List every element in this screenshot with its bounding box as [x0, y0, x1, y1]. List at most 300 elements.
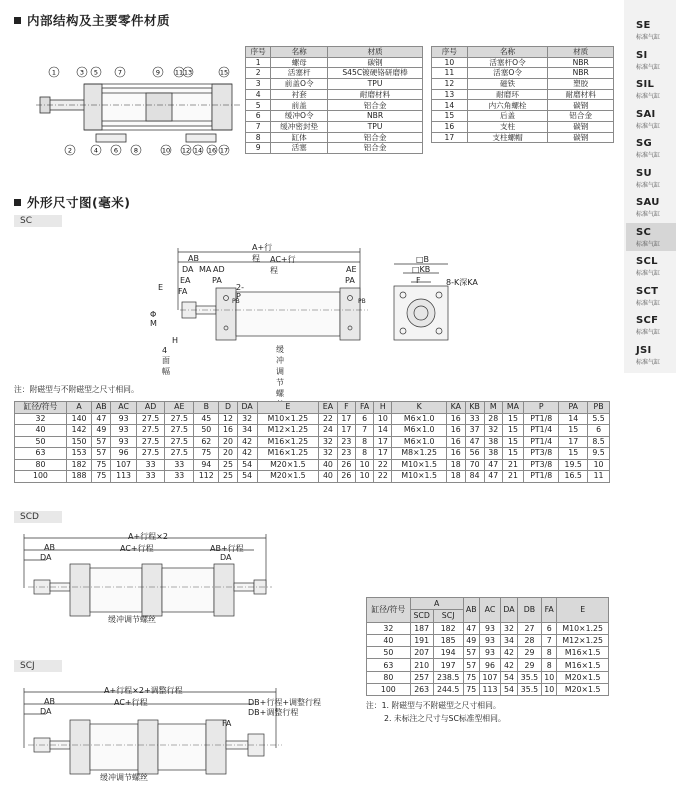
table-cell: 磁铁 — [467, 79, 548, 90]
table-cell: 耐磨材料 — [548, 89, 614, 100]
sc-label-fa: FA — [178, 287, 188, 296]
table-header-cell: H — [374, 402, 392, 414]
table-cell: 32 — [501, 622, 518, 634]
table-cell: 8 — [356, 436, 374, 448]
table-cell: 15 — [502, 436, 523, 448]
sidebar-item-sg[interactable] — [636, 138, 676, 159]
table-row — [432, 111, 614, 122]
table-cell: 支柱 — [467, 121, 548, 132]
sidebar-item-sub: 标准气缸 — [636, 152, 661, 159]
table-cell: 42 — [501, 647, 518, 659]
table-cell: 33 — [136, 471, 165, 483]
callout-number — [219, 145, 229, 155]
table-header-cell: K — [392, 402, 446, 414]
table-header-cell: AB — [92, 402, 111, 414]
table-cell: 96 — [111, 448, 136, 460]
table-cell: 29 — [517, 659, 541, 671]
table-cell: 23 — [337, 436, 355, 448]
table-row — [246, 68, 423, 79]
sidebar-item-sai[interactable] — [636, 109, 676, 130]
sidebar-item-code: SAU — [636, 197, 660, 208]
sidebar-item-jsi[interactable] — [636, 345, 676, 366]
table-cell: 80 — [15, 459, 67, 471]
table-cell: 27.5 — [165, 413, 194, 425]
table-cell: 18 — [446, 471, 465, 483]
table-cell: 32 — [367, 622, 411, 634]
table-cell: 63 — [367, 659, 411, 671]
table-header-cell: AD — [136, 402, 165, 414]
table-cell: 27.5 — [136, 413, 165, 425]
table-cell: 缓冲密封垫 — [271, 121, 328, 132]
sidebar-item-sub: 标准气缸 — [636, 270, 661, 277]
table-cell: 35.5 — [517, 671, 541, 683]
sidebar-item-sub: 标准气缸 — [636, 299, 661, 307]
callout-number — [193, 145, 203, 155]
table-cell: 238.5 — [433, 671, 463, 683]
sc-label-ae: AE — [346, 265, 357, 274]
table-cell: NBR — [548, 57, 614, 68]
table-cell: 17 — [432, 132, 468, 143]
sidebar-item-sub: 标准气缸 — [636, 63, 661, 71]
sc-label-da: DA — [182, 265, 194, 274]
sc-label-pa: PA — [212, 276, 222, 285]
table-header-cell: A — [66, 402, 91, 414]
table-row — [15, 436, 610, 448]
callout-number — [91, 67, 101, 77]
dimension-table — [14, 401, 610, 483]
table-cell: 75 — [92, 459, 111, 471]
table-cell: 32 — [484, 425, 502, 437]
table-cell: 187 — [410, 622, 433, 634]
table-cell: 17 — [374, 436, 392, 448]
table-cell: 38 — [484, 448, 502, 460]
table-cell: 257 — [410, 671, 433, 683]
tag-sc: SC — [14, 215, 62, 227]
table-cell: 15 — [502, 448, 523, 460]
sidebar-item-sct[interactable] — [636, 286, 676, 307]
svg-text:1: 1 — [51, 68, 57, 77]
table-cell: 33 — [136, 459, 165, 471]
callout-number — [181, 145, 191, 155]
scd-table — [366, 597, 609, 696]
table-cell: 碳钢 — [548, 100, 614, 111]
table-row — [15, 425, 610, 437]
table-cell: PT1/8 — [524, 471, 559, 483]
svg-text:7: 7 — [117, 68, 123, 77]
scj-label-ac: AC+行程 — [114, 698, 148, 707]
sc-label-e: E — [158, 283, 164, 292]
table-cell: 32 — [319, 448, 338, 460]
callout-number — [77, 67, 87, 77]
tag-scd: SCD — [14, 511, 62, 523]
table-cell: 32 — [237, 413, 257, 425]
table-cell: 107 — [479, 671, 500, 683]
table-cell: 153 — [66, 448, 91, 460]
table-cell: 47 — [465, 436, 484, 448]
table-cell: TPU — [328, 121, 423, 132]
sc-label-kb: □KB — [412, 265, 431, 274]
table-header-cell: 名称 — [271, 47, 328, 58]
table-cell: 32 — [319, 436, 338, 448]
sidebar-item-code: SU — [636, 167, 652, 179]
svg-text:11: 11 — [174, 68, 184, 77]
sidebar-item-sub: 标准气缸 — [636, 329, 661, 336]
table-cell: 21 — [502, 471, 523, 483]
scd-label-ab-stroke: AB+行程 — [210, 544, 244, 553]
table-cell: 前盖 — [271, 100, 328, 111]
table-cell: 47 — [484, 471, 502, 483]
table-header-cell: AE — [165, 402, 194, 414]
scd-th-ac: AC — [479, 598, 500, 623]
scd-label-a: A+行程×2 — [128, 532, 168, 541]
table-cell: 54 — [501, 671, 518, 683]
table-cell: PT1/8 — [524, 413, 559, 425]
table-cell: 37 — [465, 425, 484, 437]
table-cell: M20×1.5 — [257, 459, 318, 471]
callout-number — [49, 67, 59, 77]
table-cell: 内六角螺栓 — [467, 100, 548, 111]
table-cell: M6×1.0 — [392, 425, 446, 437]
table-cell: 185 — [433, 634, 463, 646]
table-cell: 碳钢 — [548, 121, 614, 132]
table-cell: 94 — [194, 459, 219, 471]
table-cell: PT3/8 — [524, 448, 559, 460]
sidebar-item-scf[interactable] — [636, 315, 676, 336]
sidebar-item-se[interactable] — [636, 20, 676, 41]
table-cell: 铝合金 — [328, 143, 423, 154]
table-cell: 47 — [484, 459, 502, 471]
table-cell: 27.5 — [165, 425, 194, 437]
scj-label-cushion: 缓冲调节螺丝 — [100, 773, 148, 782]
table-cell: 42 — [501, 659, 518, 671]
table-cell: 6 — [246, 111, 271, 122]
table-cell: 13 — [432, 89, 468, 100]
scj-label-a: A+行程×2+调整行程 — [104, 686, 183, 695]
table-cell: 54 — [237, 471, 257, 483]
sc-label-ac: AC+行程 — [270, 255, 296, 275]
table-cell: M16×1.5 — [557, 659, 609, 671]
table-cell: 47 — [463, 622, 479, 634]
scd-th-scd: SCD — [410, 610, 433, 622]
table-cell: 1 — [246, 57, 271, 68]
table-cell: 194 — [433, 647, 463, 659]
table-cell: 15 — [432, 111, 468, 122]
sidebar-item-scl[interactable] — [636, 256, 676, 277]
table-cell: 75 — [92, 471, 111, 483]
table-cell: 40 — [15, 425, 67, 437]
svg-text:3: 3 — [79, 68, 85, 77]
table-cell: 70 — [465, 459, 484, 471]
table-header-cell: 材质 — [328, 47, 423, 58]
table-header-cell: F — [337, 402, 355, 414]
table-cell: 缓冲O令 — [271, 111, 328, 122]
table-row — [367, 634, 609, 646]
table-cell: 16 — [219, 425, 237, 437]
svg-text:6: 6 — [113, 146, 119, 155]
table-row — [15, 459, 610, 471]
table-cell: 27 — [517, 622, 541, 634]
sidebar-item-sil[interactable] — [636, 79, 676, 100]
table-cell: 100 — [15, 471, 67, 483]
table-cell: M6×1.0 — [392, 413, 446, 425]
table-cell: 32 — [15, 413, 67, 425]
sidebar-item-sub: 标准气缸 — [636, 93, 661, 100]
table-cell: 铝合金 — [328, 132, 423, 143]
table-row — [246, 89, 423, 100]
scd-label-da2: DA — [220, 553, 232, 562]
sc-label-phim: Φ M — [150, 310, 157, 328]
sidebar-item-code: SCF — [636, 315, 659, 326]
sidebar-item-sub: 标准气缸 — [636, 34, 661, 41]
table-cell: 40 — [367, 634, 411, 646]
table-cell: 10 — [356, 471, 374, 483]
table-cell: NBR — [328, 111, 423, 122]
table-row — [246, 121, 423, 132]
sc-note: 注：附磁型与不附磁型之尺寸相同。 — [14, 385, 139, 394]
table-cell: 活塞O令 — [467, 68, 548, 79]
scd-note-1: 注：1. 附磁型与不附磁型之尺寸相同。 — [366, 701, 501, 710]
sc-label-pb2: PB — [358, 298, 366, 305]
table-header-cell: P — [524, 402, 559, 414]
table-cell: 93 — [111, 436, 136, 448]
table-header-cell: PB — [588, 402, 610, 414]
table-cell: M10×1.5 — [392, 471, 446, 483]
table-cell: PT1/4 — [524, 425, 559, 437]
table-cell: 10 — [356, 459, 374, 471]
sidebar-item-sub: 标准气缸 — [636, 358, 661, 366]
table-cell: 29 — [517, 647, 541, 659]
table-row — [367, 671, 609, 683]
callout-number — [111, 145, 121, 155]
table-cell: 螺母 — [271, 57, 328, 68]
table-row — [432, 57, 614, 68]
sc-label-four-flats: 4面幅 — [162, 346, 170, 376]
table-cell: 4 — [246, 89, 271, 100]
scd-label-da: DA — [40, 553, 52, 562]
table-cell: 10 — [542, 671, 557, 683]
table-cell: 26 — [337, 459, 355, 471]
table-cell: 210 — [410, 659, 433, 671]
table-cell: 11 — [588, 471, 610, 483]
sidebar-item-sc[interactable] — [626, 223, 676, 251]
table-cell: 16 — [446, 448, 465, 460]
table-cell: 42 — [237, 436, 257, 448]
table-cell: 铝合金 — [548, 111, 614, 122]
parts-table-right — [431, 46, 614, 143]
sidebar-item-code: SCT — [636, 285, 659, 297]
scj-label-da: DA — [40, 707, 52, 716]
table-cell: 93 — [479, 634, 500, 646]
svg-text:15: 15 — [219, 68, 229, 77]
scd-th-scj: SCJ — [433, 610, 463, 622]
table-cell: 3 — [246, 79, 271, 90]
table-cell: 40 — [319, 459, 338, 471]
scd-th-da: DA — [501, 598, 518, 623]
table-header-cell: 序号 — [432, 47, 468, 58]
table-row — [246, 79, 423, 90]
table-cell: 17 — [337, 425, 355, 437]
table-row — [15, 471, 610, 483]
sidebar-item-su[interactable] — [636, 168, 676, 189]
table-header-cell: FA — [356, 402, 374, 414]
callout-numbers — [46, 66, 246, 156]
table-cell: 15 — [502, 413, 523, 425]
table-cell: 23 — [337, 448, 355, 460]
table-cell: 活塞杆O令 — [467, 57, 548, 68]
table-cell: 22 — [374, 459, 392, 471]
table-cell: 113 — [111, 471, 136, 483]
table-cell: 93 — [479, 622, 500, 634]
table-cell: 7 — [246, 121, 271, 132]
table-cell: 33 — [165, 471, 194, 483]
sc-label-k: 8-K深KA — [446, 278, 478, 287]
table-cell: 93 — [479, 647, 500, 659]
table-header-cell: 名称 — [467, 47, 548, 58]
sidebar-item-code: SC — [636, 226, 652, 238]
scd-th-db: DB — [517, 598, 541, 623]
table-cell: 8 — [542, 659, 557, 671]
table-header-cell: 材质 — [548, 47, 614, 58]
table-header-cell: MA — [502, 402, 523, 414]
callout-number — [161, 145, 171, 155]
sidebar-item-code: JSI — [636, 344, 652, 356]
table-cell: 支柱螺帽 — [467, 132, 548, 143]
table-cell: 12 — [432, 79, 468, 90]
table-cell: 9 — [246, 143, 271, 154]
table-cell: 22 — [319, 413, 338, 425]
sidebar-item-sau[interactable] — [636, 197, 676, 218]
sidebar-item-sub: 标准气缸 — [636, 211, 661, 218]
table-cell: PT1/4 — [524, 436, 559, 448]
table-header-cell: AC — [111, 402, 136, 414]
table-cell: 57 — [463, 659, 479, 671]
table-cell: 57 — [463, 647, 479, 659]
table-cell: 6 — [356, 413, 374, 425]
table-cell: 14 — [559, 413, 588, 425]
table-cell: 96 — [479, 659, 500, 671]
table-cell: 16 — [432, 121, 468, 132]
table-cell: 22 — [374, 471, 392, 483]
table-cell: M6×1.0 — [392, 436, 446, 448]
table-cell: 182 — [433, 622, 463, 634]
table-cell: 142 — [66, 425, 91, 437]
scd-th-ab: AB — [463, 598, 479, 623]
table-cell: 26 — [337, 471, 355, 483]
table-row — [246, 143, 423, 154]
table-header-cell: B — [194, 402, 219, 414]
table-cell: 50 — [15, 436, 67, 448]
table-cell: 16 — [446, 425, 465, 437]
table-row — [432, 89, 614, 100]
table-cell: M16×1.5 — [557, 647, 609, 659]
table-cell: 15 — [559, 425, 588, 437]
callout-number — [174, 67, 184, 77]
table-cell: 14 — [374, 425, 392, 437]
table-cell: 19.5 — [559, 459, 588, 471]
table-cell: 活塞 — [271, 143, 328, 154]
table-cell: 15 — [559, 448, 588, 460]
table-row — [367, 647, 609, 659]
table-cell: 112 — [194, 471, 219, 483]
table-row — [432, 121, 614, 132]
table-row — [367, 684, 609, 696]
table-cell: M10×1.25 — [257, 413, 318, 425]
table-cell: 34 — [501, 634, 518, 646]
table-cell: 前盖O令 — [271, 79, 328, 90]
callout-number — [207, 145, 217, 155]
table-cell: 244.5 — [433, 684, 463, 696]
table-cell: M12×1.25 — [557, 634, 609, 646]
svg-text:13: 13 — [183, 68, 193, 77]
table-cell: 9.5 — [588, 448, 610, 460]
svg-text:4: 4 — [93, 146, 99, 155]
table-cell: 191 — [410, 634, 433, 646]
table-cell: 缸体 — [271, 132, 328, 143]
table-cell: 54 — [237, 459, 257, 471]
table-cell: 8.5 — [588, 436, 610, 448]
sc-label-p: 2-P — [236, 283, 244, 301]
sidebar-item-code: SG — [636, 138, 653, 149]
table-cell: M20×1.5 — [557, 684, 609, 696]
table-cell: 35.5 — [517, 684, 541, 696]
table-row — [367, 659, 609, 671]
table-cell: 8 — [356, 448, 374, 460]
table-cell: 12 — [219, 413, 237, 425]
table-cell: 6 — [542, 622, 557, 634]
table-cell: 62 — [194, 436, 219, 448]
table-header-cell: 缸径/符号 — [15, 402, 67, 414]
table-cell: 27.5 — [165, 448, 194, 460]
sidebar-item-sub: 标准气缸 — [636, 240, 661, 248]
sidebar-item-si[interactable] — [636, 50, 676, 71]
table-cell: 耐磨环 — [467, 89, 548, 100]
table-header-cell: EA — [319, 402, 338, 414]
table-cell: 16.5 — [559, 471, 588, 483]
table-cell: 45 — [194, 413, 219, 425]
table-header-cell: E — [257, 402, 318, 414]
table-row — [432, 68, 614, 79]
table-header-cell: D — [219, 402, 237, 414]
table-cell: 8 — [542, 647, 557, 659]
sc-label-b: □B — [416, 255, 430, 264]
sc-label-f: F — [416, 276, 421, 285]
table-cell: 6 — [588, 425, 610, 437]
table-cell: M20×1.5 — [257, 471, 318, 483]
callout-number — [153, 67, 163, 77]
scj-label-db-stroke: DB+调整行程 — [248, 708, 299, 717]
table-cell: 50 — [194, 425, 219, 437]
table-cell: 100 — [367, 684, 411, 696]
sc-label-ma: MA — [199, 265, 212, 274]
table-cell: 34 — [237, 425, 257, 437]
table-cell: 10 — [432, 57, 468, 68]
table-cell: 碳钢 — [548, 132, 614, 143]
callout-number — [183, 67, 193, 77]
table-cell: 93 — [111, 413, 136, 425]
table-cell: 107 — [111, 459, 136, 471]
table-cell: 40 — [319, 471, 338, 483]
table-cell: 50 — [367, 647, 411, 659]
table-cell: 75 — [194, 448, 219, 460]
table-cell: M8×1.25 — [392, 448, 446, 460]
table-cell: 42 — [237, 448, 257, 460]
table-row — [15, 413, 610, 425]
sidebar-item-code: SI — [636, 49, 648, 61]
table-cell: 197 — [433, 659, 463, 671]
table-cell: 活塞杆 — [271, 68, 328, 79]
table-cell: M12×1.25 — [257, 425, 318, 437]
table-cell: 49 — [92, 425, 111, 437]
